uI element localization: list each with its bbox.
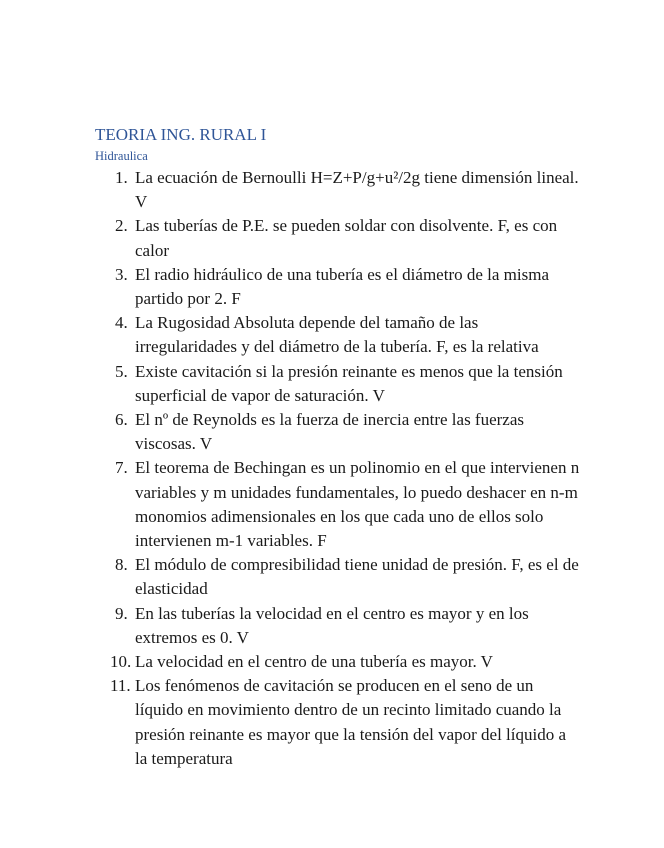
list-item: [110, 602, 580, 650]
question-list: [110, 166, 580, 771]
list-item-text: En las tuberías la velocidad en el centro es mayor y en los extremos es 0. V: [135, 603, 529, 647]
list-item: [110, 360, 580, 408]
list-item-text: La velocidad en el centro de una tubería es mayor. V: [135, 652, 493, 672]
list-item-text: El radio hidráulico de una tubería es el diámetro de la misma partido por 2. F: [135, 264, 549, 309]
list-item: [110, 408, 580, 456]
list-item-text: Los fenómenos de cavitación se producen en el seno de un líquido en movimiento dentro de un recinto limitado cuando la presión reinante es mayor que la tensión del vapor del líquido a la temperatura: [135, 676, 567, 768]
list-item: [110, 263, 580, 311]
list-item-number: 7.: [115, 458, 128, 478]
section-heading: Hidraulica: [95, 149, 148, 163]
list-item-number: 3.: [115, 264, 128, 284]
list-item-text: El módulo de compresibilidad tiene unidad de presión. F, es el de elasticidad: [135, 555, 579, 599]
list-item-text: Las tuberías de P.E. se pueden soldar con disolvente. F, es con calor: [135, 216, 558, 260]
list-item-number: 8.: [115, 555, 128, 575]
list-item: [110, 674, 580, 771]
list-item-number: 2.: [115, 216, 128, 236]
list-item: [110, 553, 580, 601]
list-item-number: 11.: [110, 676, 131, 696]
list-item-text: Existe cavitación si la presión reinante es menos que la tensión superficial de vapor de saturación. V: [135, 361, 563, 405]
list-item: [110, 214, 580, 262]
list-item: [110, 456, 580, 553]
list-item: [110, 650, 580, 674]
list-item-text: La Rugosidad Absoluta depende del tamaño de las irregularidades y del diámetro de la tubería. F, es la relativa: [135, 313, 539, 357]
list-item-number: 10.: [110, 652, 132, 672]
list-item: [110, 311, 580, 359]
list-item-number: 5.: [115, 361, 128, 381]
list-item-text: El teorema de Bechingan es un polinomio en el que intervienen n variables y m unidades fundamentales, lo puedo deshacer en n-m monomios adimensionales en los que cada uno de ellos solo intervienen m-1 variables. F: [135, 458, 580, 551]
document-title: TEORIA ING. RURAL I: [95, 125, 267, 144]
list-item-text: La ecuación de Bernoulli H=Z+P/g+u²/2g tiene dimensión lineal. V: [135, 168, 579, 212]
list-item-number: 4.: [115, 313, 128, 333]
list-item-number: 1.: [115, 168, 128, 187]
list-item-text: El nº de Reynolds es la fuerza de inercia entre las fuerzas viscosas. V: [135, 410, 525, 454]
list-item: [110, 166, 580, 214]
list-item-number: 6.: [115, 410, 128, 430]
list-item-number: 9.: [115, 603, 128, 623]
